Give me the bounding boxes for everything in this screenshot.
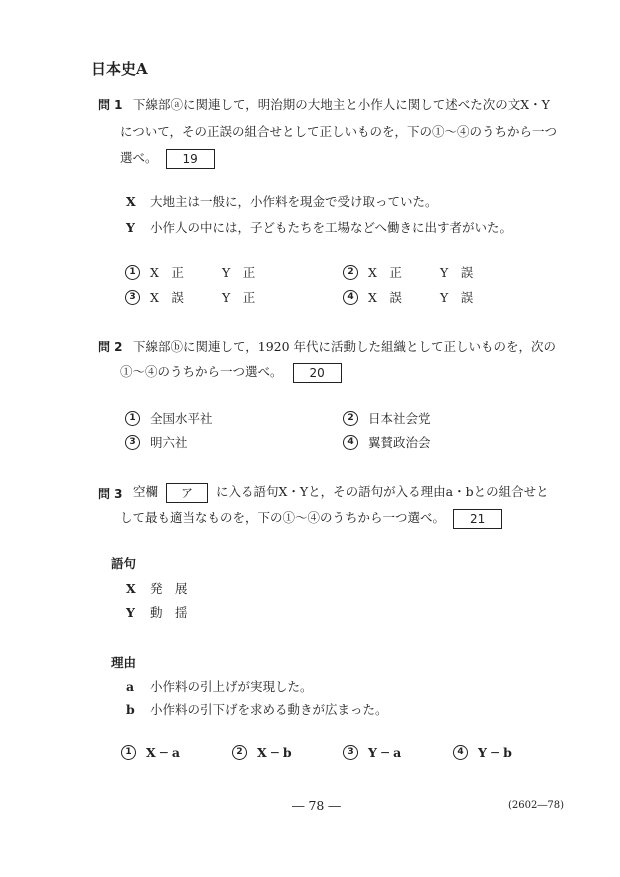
- q2-text-line2: [120, 362, 342, 383]
- q3-text-blank-label: 空欄: [133, 484, 159, 499]
- q1-choice-4: 4 X 誤 Y 誤: [343, 288, 473, 306]
- q1-text-line3-label: 選べ。: [120, 150, 158, 165]
- q1-answer-box: 19: [166, 149, 215, 169]
- q1-statement-x: 大地主は一般に，小作料を現金で受け取っていた。: [149, 194, 438, 209]
- q3-choice-2: 2 X ─ b: [232, 745, 292, 760]
- circled-number-icon: 4: [343, 290, 358, 305]
- q3-reason-a: 小作料の引上げが実現した。: [149, 679, 313, 694]
- q1-statement-y-label: Y: [126, 220, 135, 235]
- q2-choice-1: 1 全国水平社: [125, 409, 213, 427]
- q2-choice-3: 3 明六社: [125, 433, 188, 451]
- q3-choice-4: 4 Y ─ b: [453, 745, 512, 760]
- subject-title: 日本史A: [91, 60, 148, 78]
- circled-number-icon: 3: [125, 435, 140, 450]
- circled-number-icon: 2: [343, 411, 358, 426]
- q3-reasons-heading: 理由: [111, 655, 137, 670]
- q1-statement-x-label: X: [126, 194, 136, 209]
- page-code: (2602―78): [508, 800, 564, 811]
- q3-word-y: 動 揺: [149, 605, 188, 620]
- q3-reason-b-label: b: [126, 702, 135, 717]
- circled-number-icon: 1: [125, 265, 140, 280]
- q1-choice-2: 2 X 正 Y 誤: [343, 263, 473, 281]
- circled-number-icon: 4: [453, 745, 468, 760]
- q3-text-line1: [133, 482, 549, 503]
- q3-text-line1-rest: に入る語句X・Yと，その語句が入る理由a・bとの組合せと: [216, 484, 549, 499]
- q1-choice-1: 1 X 正 Y 正: [125, 263, 255, 281]
- q3-word-y-label: Y: [126, 605, 135, 620]
- q2-choice-4: 4 翼賛政治会: [343, 433, 431, 451]
- q2-number: 問 2: [98, 340, 123, 354]
- q3-reason-a-label: a: [126, 679, 135, 694]
- q1-choice-3: 3 X 誤 Y 正: [125, 288, 255, 306]
- circled-number-icon: 1: [125, 411, 140, 426]
- q3-text-line2-label: して最も適当なものを，下の①～④のうちから一つ選べ。: [120, 510, 446, 525]
- q3-choice-3: 3 Y ─ a: [343, 745, 401, 760]
- q3-choice-1: 1 X ─ a: [121, 745, 180, 760]
- circled-number-icon: 1: [121, 745, 136, 760]
- q3-text-line2: [120, 508, 502, 529]
- q3-words-heading: 語句: [111, 556, 137, 571]
- circled-number-icon: 4: [343, 435, 358, 450]
- q1-number: 問 1: [98, 98, 123, 112]
- circled-number-icon: 2: [232, 745, 247, 760]
- q1-text-line2: について，その正誤の組合せとして正しいものを，下の①～④のうちから一つ: [120, 124, 558, 139]
- q3-word-x-label: X: [126, 581, 136, 596]
- q1-text-line3: [120, 148, 215, 169]
- q1-statement-y: 小作人の中には，子どもたちを工場などへ働きに出す者がいた。: [149, 220, 512, 235]
- q2-choice-2: 2 日本社会党: [343, 409, 431, 427]
- q3-reason-b: 小作料の引下げを求める動きが広まった。: [149, 702, 388, 717]
- q3-blank-box: ア: [166, 483, 208, 503]
- circled-number-icon: 3: [343, 745, 358, 760]
- q3-answer-box: 21: [453, 509, 502, 529]
- q3-number: 問 3: [98, 487, 123, 501]
- q2-answer-box: 20: [293, 363, 342, 383]
- q1-text-line1: 下線部ⓐに関連して，明治期の大地主と小作人に関して述べた次の文X・Y: [133, 97, 550, 112]
- circled-number-icon: 2: [343, 265, 358, 280]
- circled-number-icon: 3: [125, 290, 140, 305]
- page-number: ― 78 ―: [292, 798, 341, 813]
- q2-text-line1: 下線部ⓑに関連して，1920 年代に活動した組織として正しいものを，次の: [133, 339, 557, 354]
- q2-text-line2-label: ①～④のうちから一つ選べ。: [120, 364, 283, 379]
- q3-word-x: 発 展: [149, 581, 188, 596]
